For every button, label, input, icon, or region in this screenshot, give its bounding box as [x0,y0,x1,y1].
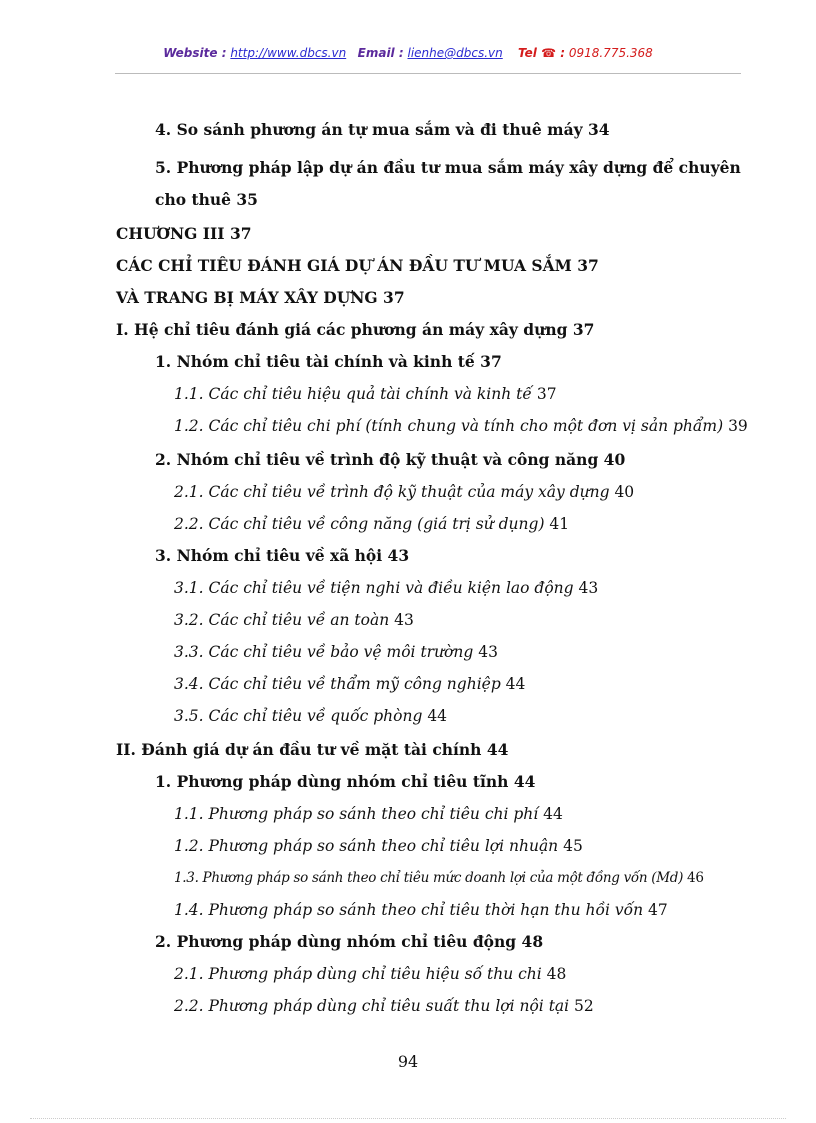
toc-entry-page: 44 [500,675,526,693]
toc-entry-page: 45 [558,837,583,855]
toc-entry-page: 40 [609,483,635,501]
toc-entry[interactable] [174,706,447,726]
toc-entry-title: 2.2. Phương pháp dùng chỉ tiêu suất thu lợi nội tại [174,997,570,1015]
toc-entry-page: 37 [531,385,557,403]
toc-entry-page: 48 [541,965,567,983]
toc-entry-title: CÁC CHỈ TIÊU ĐÁNH GIÁ DỰ ÁN ĐẦU TƯ MUA SẮM 37 [116,256,599,275]
toc-entry-page: 43 [473,643,498,661]
toc-entry[interactable] [155,932,543,952]
toc-entry-title: 3.5. Các chỉ tiêu về quốc phòng [174,707,423,725]
toc-entry-page: 43 [389,611,414,629]
toc-entry[interactable] [116,224,252,244]
toc-entry-title: cho thuê 35 [155,190,258,209]
toc-entry-title: 3.1. Các chỉ tiêu về tiện nghi và điều kiện lao động [174,579,574,597]
toc-entry-page: 44 [422,707,448,725]
toc-entry-title: 2.2. Các chỉ tiêu về công năng (giá trị sử dụng) [174,515,545,533]
toc-entry[interactable] [155,352,502,372]
toc-entry-page: 41 [544,515,570,533]
toc-entry[interactable] [174,996,594,1016]
page-header [0,46,816,60]
website-label: Website : [163,46,227,60]
toc-entry-title: 4. So sánh phương án tự mua sắm và đi thuê máy 34 [155,120,610,139]
toc-entry[interactable] [155,772,535,792]
toc-entry[interactable] [174,578,598,598]
toc-entry-title: VÀ TRANG BỊ MÁY XÂY DỰNG 37 [116,288,405,307]
toc-entry[interactable] [116,288,405,308]
toc-entry-title: 2.1. Phương pháp dùng chỉ tiêu hiệu số thu chi [174,965,542,983]
toc-entry-page: 46 [683,870,704,886]
toc-entry-title: II. Đánh giá dự án đầu tư về mặt tài chính 44 [116,740,509,759]
toc-entry-page: 52 [569,997,594,1015]
toc-entry-title: 1.1. Phương pháp so sánh theo chỉ tiêu chi phí [174,805,539,823]
toc-entry-title: 1. Phương pháp dùng nhóm chỉ tiêu tĩnh 44 [155,772,536,791]
toc-entry-title: 2. Nhóm chỉ tiêu về trình độ kỹ thuật và công năng 40 [155,450,626,469]
toc-entry[interactable] [174,610,414,630]
toc-entry-title: 2.1. Các chỉ tiêu về trình độ kỹ thuật của máy xây dựng [174,483,610,501]
toc-entry[interactable] [174,900,668,920]
page-number: 94 [397,1052,419,1071]
toc-entry[interactable] [174,674,525,694]
toc-entry-page: 39 [723,417,748,435]
toc-entry-title: 2. Phương pháp dùng nhóm chỉ tiêu động 48 [155,932,544,951]
toc-entry[interactable] [174,836,583,856]
toc-entry-title: 1.3. Phương pháp so sánh theo chỉ tiêu mức doanh lợi của một đồng vốn (Md) [174,870,684,886]
toc-entry-title: 3.4. Các chỉ tiêu về thẩm mỹ công nghiệp [174,675,501,693]
toc-entry[interactable] [174,482,634,502]
website-link[interactable]: http://www.dbcs.vn [230,46,347,60]
toc-entry-title: I. Hệ chỉ tiêu đánh giá các phương án máy xây dựng 37 [116,320,595,339]
toc-entry[interactable] [116,740,508,760]
toc-entry[interactable] [116,320,594,340]
tel-label: Tel ☎ : [518,46,565,60]
toc-entry[interactable] [155,190,258,210]
toc-entry-title: 1.2. Các chỉ tiêu chi phí (tính chung và tính cho một đơn vị sản phẩm) [174,417,724,435]
toc-entry-title: 5. Phương pháp lập dự án đầu tư mua sắm máy xây dựng để chuyên [155,158,741,177]
email-label: Email : [357,46,404,60]
tel-number: 0918.775.368 [568,46,653,60]
toc-entry-title: 1. Nhóm chỉ tiêu tài chính và kinh tế 37 [155,352,502,371]
toc-entry-title: 3. Nhóm chỉ tiêu về xã hội 43 [155,546,410,565]
header-rule [115,73,741,74]
footer-divider [30,1118,786,1119]
email-link[interactable]: lienhe@dbcs.vn [407,46,503,60]
toc-entry[interactable] [116,256,599,276]
toc-entry[interactable] [174,514,569,534]
toc-entry-title: 3.2. Các chỉ tiêu về an toàn [174,611,390,629]
toc-entry[interactable] [174,964,566,984]
toc-entry-page: 44 [538,805,563,823]
toc-entry-page: 43 [573,579,599,597]
toc-entry-page: 47 [643,901,668,919]
toc-entry[interactable] [155,120,610,140]
toc-entry[interactable] [174,416,748,436]
toc-entry-title: 3.3. Các chỉ tiêu về bảo vệ môi trường [174,643,474,661]
toc-entry-title: CHƯƠNG III 37 [116,224,252,243]
toc-entry[interactable] [155,158,741,178]
toc-entry[interactable] [174,642,498,662]
toc-entry[interactable] [174,384,557,404]
toc-entry-title: 1.2. Phương pháp so sánh theo chỉ tiêu lợi nhuận [174,837,559,855]
toc-entry[interactable] [174,804,563,824]
toc-entry[interactable] [155,546,409,566]
toc-entry[interactable] [174,868,704,888]
toc-entry-title: 1.1. Các chỉ tiêu hiệu quả tài chính và kinh tế [174,385,532,403]
toc-entry-title: 1.4. Phương pháp so sánh theo chỉ tiêu thời hạn thu hồi vốn [174,901,644,919]
toc-entry[interactable] [155,450,625,470]
